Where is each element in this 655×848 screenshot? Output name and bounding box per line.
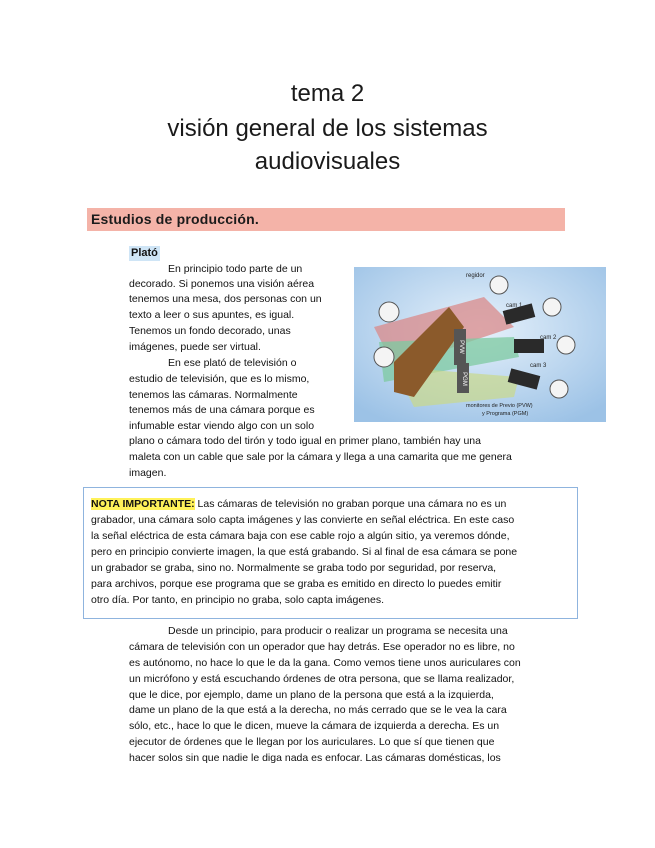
page-title-line-3: audiovisuales xyxy=(254,148,401,175)
cam2-label: cam 2 xyxy=(540,335,557,341)
body-line: sólo, etc., hace lo que le dicen, mueve la cámara de izquierda a derecha. Es un xyxy=(129,720,500,732)
page-title-line-2: visión general de los sistemas xyxy=(167,115,488,142)
section-heading-bar xyxy=(87,208,565,231)
body-line: que le dice, por ejemplo, dame un plano de la persona que está a la izquierda, xyxy=(129,689,494,701)
operator-3-icon xyxy=(550,380,568,398)
body-line: hacer solos sin que nadie le diga nada es enfocar. Las cámaras domésticas, los xyxy=(129,752,501,764)
plato-line: En principio todo parte de un xyxy=(168,263,303,275)
presenter-2-icon xyxy=(374,347,394,367)
note-line: pero en principio convierte imagen, la que está grabando. Si al final de esa cámara se pone xyxy=(91,546,518,558)
body-line: dame un plano de la que está a la derecha, no más cerrado que se le vea la cara xyxy=(129,704,507,716)
plato-line: decorado. Si ponemos una visión aérea xyxy=(129,278,315,290)
cam3-label: cam 3 xyxy=(530,363,547,369)
note-line: grabador, una cámara solo capta imágenes y las convierte en señal eléctrica. En este caso xyxy=(91,514,515,526)
monitors-label-1: monitores de Previo (PVW) xyxy=(466,403,533,409)
plato-line: plano o cámara todo del tirón y todo igual en primer plano, también hay una xyxy=(129,435,481,447)
plato-line: infumable estar viendo algo con un solo xyxy=(129,420,315,432)
note-line: otro día. Por tanto, en principio no graba, solo capta imágenes. xyxy=(91,594,385,606)
regidor-label: regidor xyxy=(466,273,485,279)
plato-line: Tenemos un fondo decorado, unas xyxy=(129,325,291,337)
operator-2-icon xyxy=(557,336,575,354)
studio-diagram-image xyxy=(354,267,606,422)
body-line: Desde un principio, para producir o realizar un programa se necesita una xyxy=(168,625,508,637)
camera-2-icon xyxy=(514,339,544,353)
monitors-label-2: y Programa (PGM) xyxy=(482,411,529,417)
studio-diagram-svg xyxy=(354,267,606,422)
cam1-label: cam 1 xyxy=(506,303,523,309)
subheading-plato: Plató xyxy=(131,247,158,259)
note-first-line-text: Las cámaras de televisión no graban porque una cámara no es un xyxy=(194,498,507,510)
plato-line: En ese plató de televisión o xyxy=(168,357,297,369)
plato-line: tenemos las cámaras. Normalmente xyxy=(129,389,298,401)
body-line: ejecutor de órdenes que le llegan por los auriculares. Lo que sí que tienen que xyxy=(129,736,495,748)
plato-line: imagen. xyxy=(129,467,167,479)
note-label: NOTA IMPORTANTE: xyxy=(91,498,195,510)
pvw-label: PVW xyxy=(458,340,464,354)
plato-line: estudio de televisión, que es lo mismo, xyxy=(129,373,310,385)
section-heading: Estudios de producción. xyxy=(91,211,259,227)
note-line: la señal eléctrica de esta cámara baja con ese cable rojo a algún sitio, ya veremos dónde, xyxy=(91,530,510,542)
operator-1-icon xyxy=(543,298,561,316)
plato-line: tenemos más de una cámara porque es xyxy=(129,404,315,416)
presenter-1-icon xyxy=(379,302,399,322)
plato-line: tenemos una mesa, dos personas con un xyxy=(129,293,322,305)
page-title-line-1: tema 2 xyxy=(290,80,365,107)
note-line xyxy=(91,497,506,512)
regidor-icon xyxy=(490,276,508,294)
plato-line: imágenes, puede ser virtual. xyxy=(129,341,261,353)
plato-line: maleta con un cable que sale por la cámara y llega a una camarita que me genera xyxy=(129,451,512,463)
plato-line: texto a leer o sus apuntes, es igual. xyxy=(129,309,295,321)
pgm-label: PGM xyxy=(461,372,467,386)
note-line: para archivos, porque ese programa que se graba es emitido en directo lo puedes emitir xyxy=(91,578,502,590)
body-line: es autónomo, no hace lo que le da la gana. Como vemos tiene unos auriculares con xyxy=(129,657,521,669)
body-line: cámara de televisión con un operador que hay detrás. Ese operador no es libre, no xyxy=(129,641,515,653)
note-line: un grabador se graba, sino no. Normalmente se graba todo por seguridad, por reserva, xyxy=(91,562,497,574)
body-line: un micrófono y está escuchando órdenes de otra persona, que se llama realizador, xyxy=(129,673,515,685)
